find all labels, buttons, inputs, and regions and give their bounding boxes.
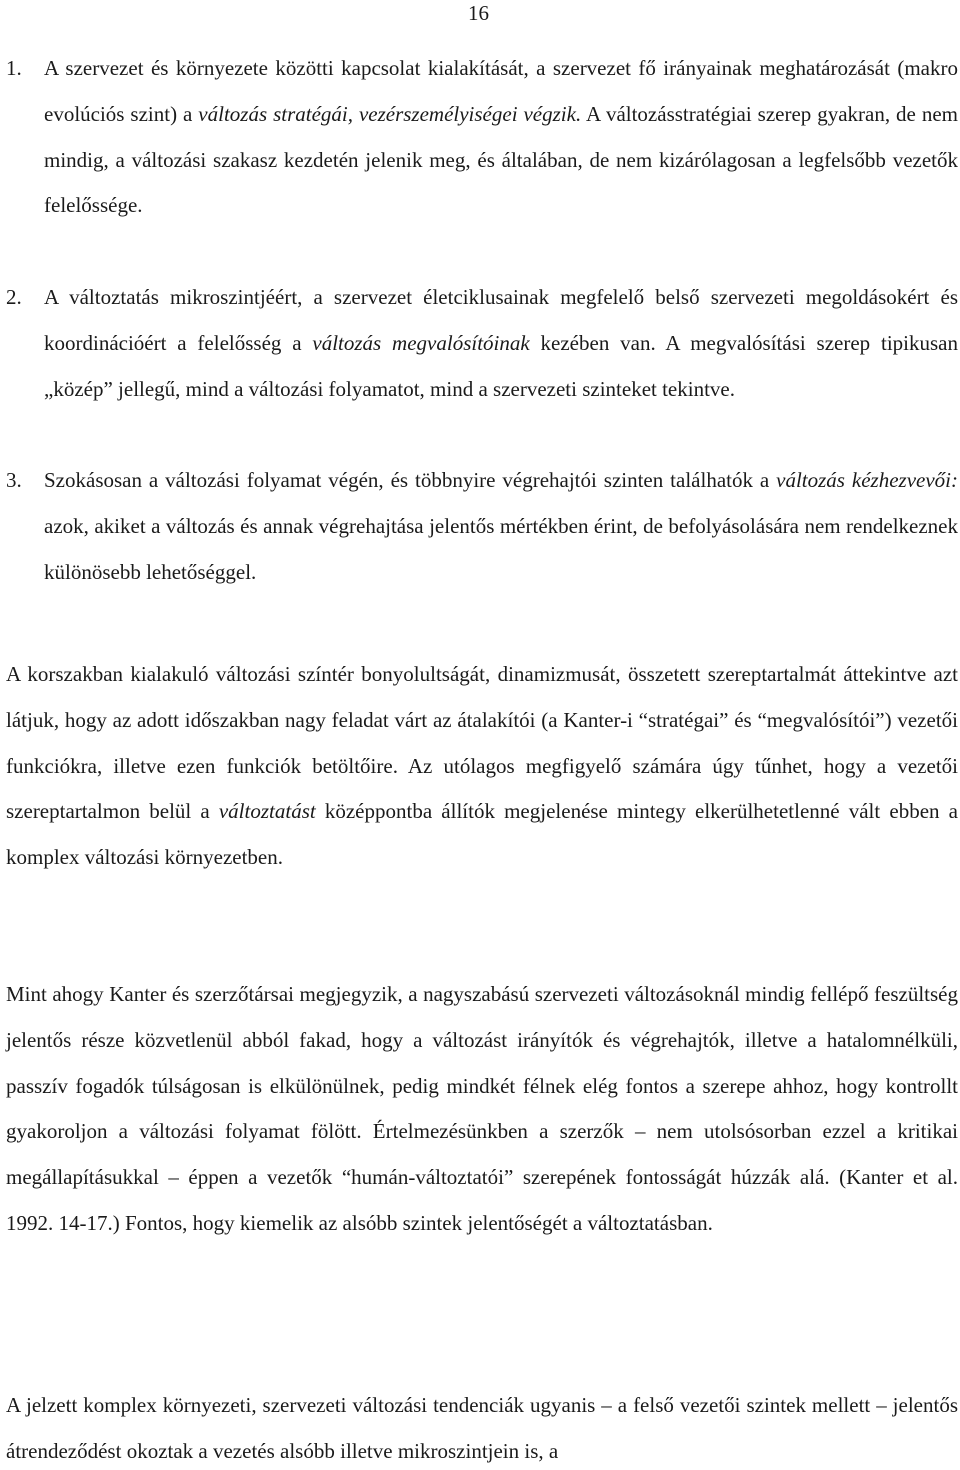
- text-run: középpontba állítók megjelenése mintegy elkerülhetetlenné vált ebben a komplex változási környezetben.: [6, 799, 958, 870]
- text-run: A változtatás mikroszintjéért, a szervezet életciklusainak megfelelő belső szervezeti megoldásokért és koordinációért a felelősség a: [44, 285, 958, 355]
- list-item-text: [44, 458, 958, 595]
- page-number: 16: [468, 1, 489, 25]
- text-run: A változásstratégiai szerep gyakran, de nem mindig, a változási szakasz kezdetén jelenik meg, és általában, de nem kizárólagosan a legfelsőbb vezetők felelőssége.: [44, 101, 958, 218]
- emphasis-text: változás stratégái, vezérszemélyiségei végzik.: [198, 101, 582, 126]
- text-run: A szervezet és környezete közötti kapcsolat kialakítását, a szervezet fő irányainak meghatározását (makro evolúciós szint) a: [44, 56, 958, 126]
- list-item-text: [44, 46, 958, 229]
- list-item-3: [6, 458, 958, 595]
- text-run: Szokásosan a változási folyamat végén, és többnyire végrehajtói szinten találhatók a: [44, 468, 777, 492]
- text-run: A korszakban kialakuló változási színtér bonyolultságát, dinamizmusát, összetett szereptartalmát áttekintve azt látjuk, hogy az adott időszakban nagy feladat várt az átalakítói (a Kanter-i “stratégai” és “megvalósítói”) vezetői funkciókra, illetve ezen funkciók betöltőire. Az utólagos megfigyelő számára úgy tűnhet, hogy a vezetői szereptartalmon belül a: [6, 662, 958, 824]
- list-number: 3.: [6, 468, 22, 492]
- paragraph-1: [6, 652, 958, 881]
- emphasis-text: változás kézhezvevői:: [776, 468, 958, 492]
- text-run: kezében van. A megvalósítási szerep tipikusan „közép” jellegű, mind a változási folyamatot, mind a szervezeti szinteket tekintve.: [44, 330, 958, 401]
- text-run: azok, akiket a változás és annak végrehajtása jelentős mértékben érint, de befolyásolására nem rendelkeznek különösebb lehetőséggel.: [44, 513, 958, 584]
- list-item-text: [44, 275, 958, 412]
- list-item-1: [6, 46, 958, 229]
- list-number: 2.: [6, 285, 22, 309]
- list-number: 1.: [6, 56, 22, 80]
- paragraph-3: A jelzett komplex környezeti, szervezeti változási tendenciák ugyanis – a felső vezetői szintek mellett – jelentős átrendeződést okoztak a vezetés alsóbb illetve mikroszintjein is, a: [6, 1393, 958, 1463]
- emphasis-text: változás megvalósítóinak: [312, 330, 530, 355]
- list-item-2: [6, 275, 958, 412]
- paragraph-2: Mint ahogy Kanter és szerzőtársai megjegyzik, a nagyszabású szervezeti változásoknál mindig fellépő feszültség jelentős része közvetlenül abból fakad, hogy a változást irányítók és végrehajtók, illetve a hatalomnélküli, passzív fogadók túlságosan is elkülönülnek, pedig mindkét félnek elég fontos a szerepe ahhoz, hogy kontrollt gyakoroljon a változási folyamat fölött. Értelmezésünkben a szerzők – nem utolsósorban ezzel a kritikai megállapításukkal – éppen a vezetők “humán-változtatói” szerepének fontosságát húzzák alá. (Kanter et al. 1992. 14-17.) Fontos, hogy kiemelik az alsóbb szintek jelentőségét a változtatásban.: [6, 982, 958, 1235]
- emphasis-text: változtatást: [218, 799, 316, 824]
